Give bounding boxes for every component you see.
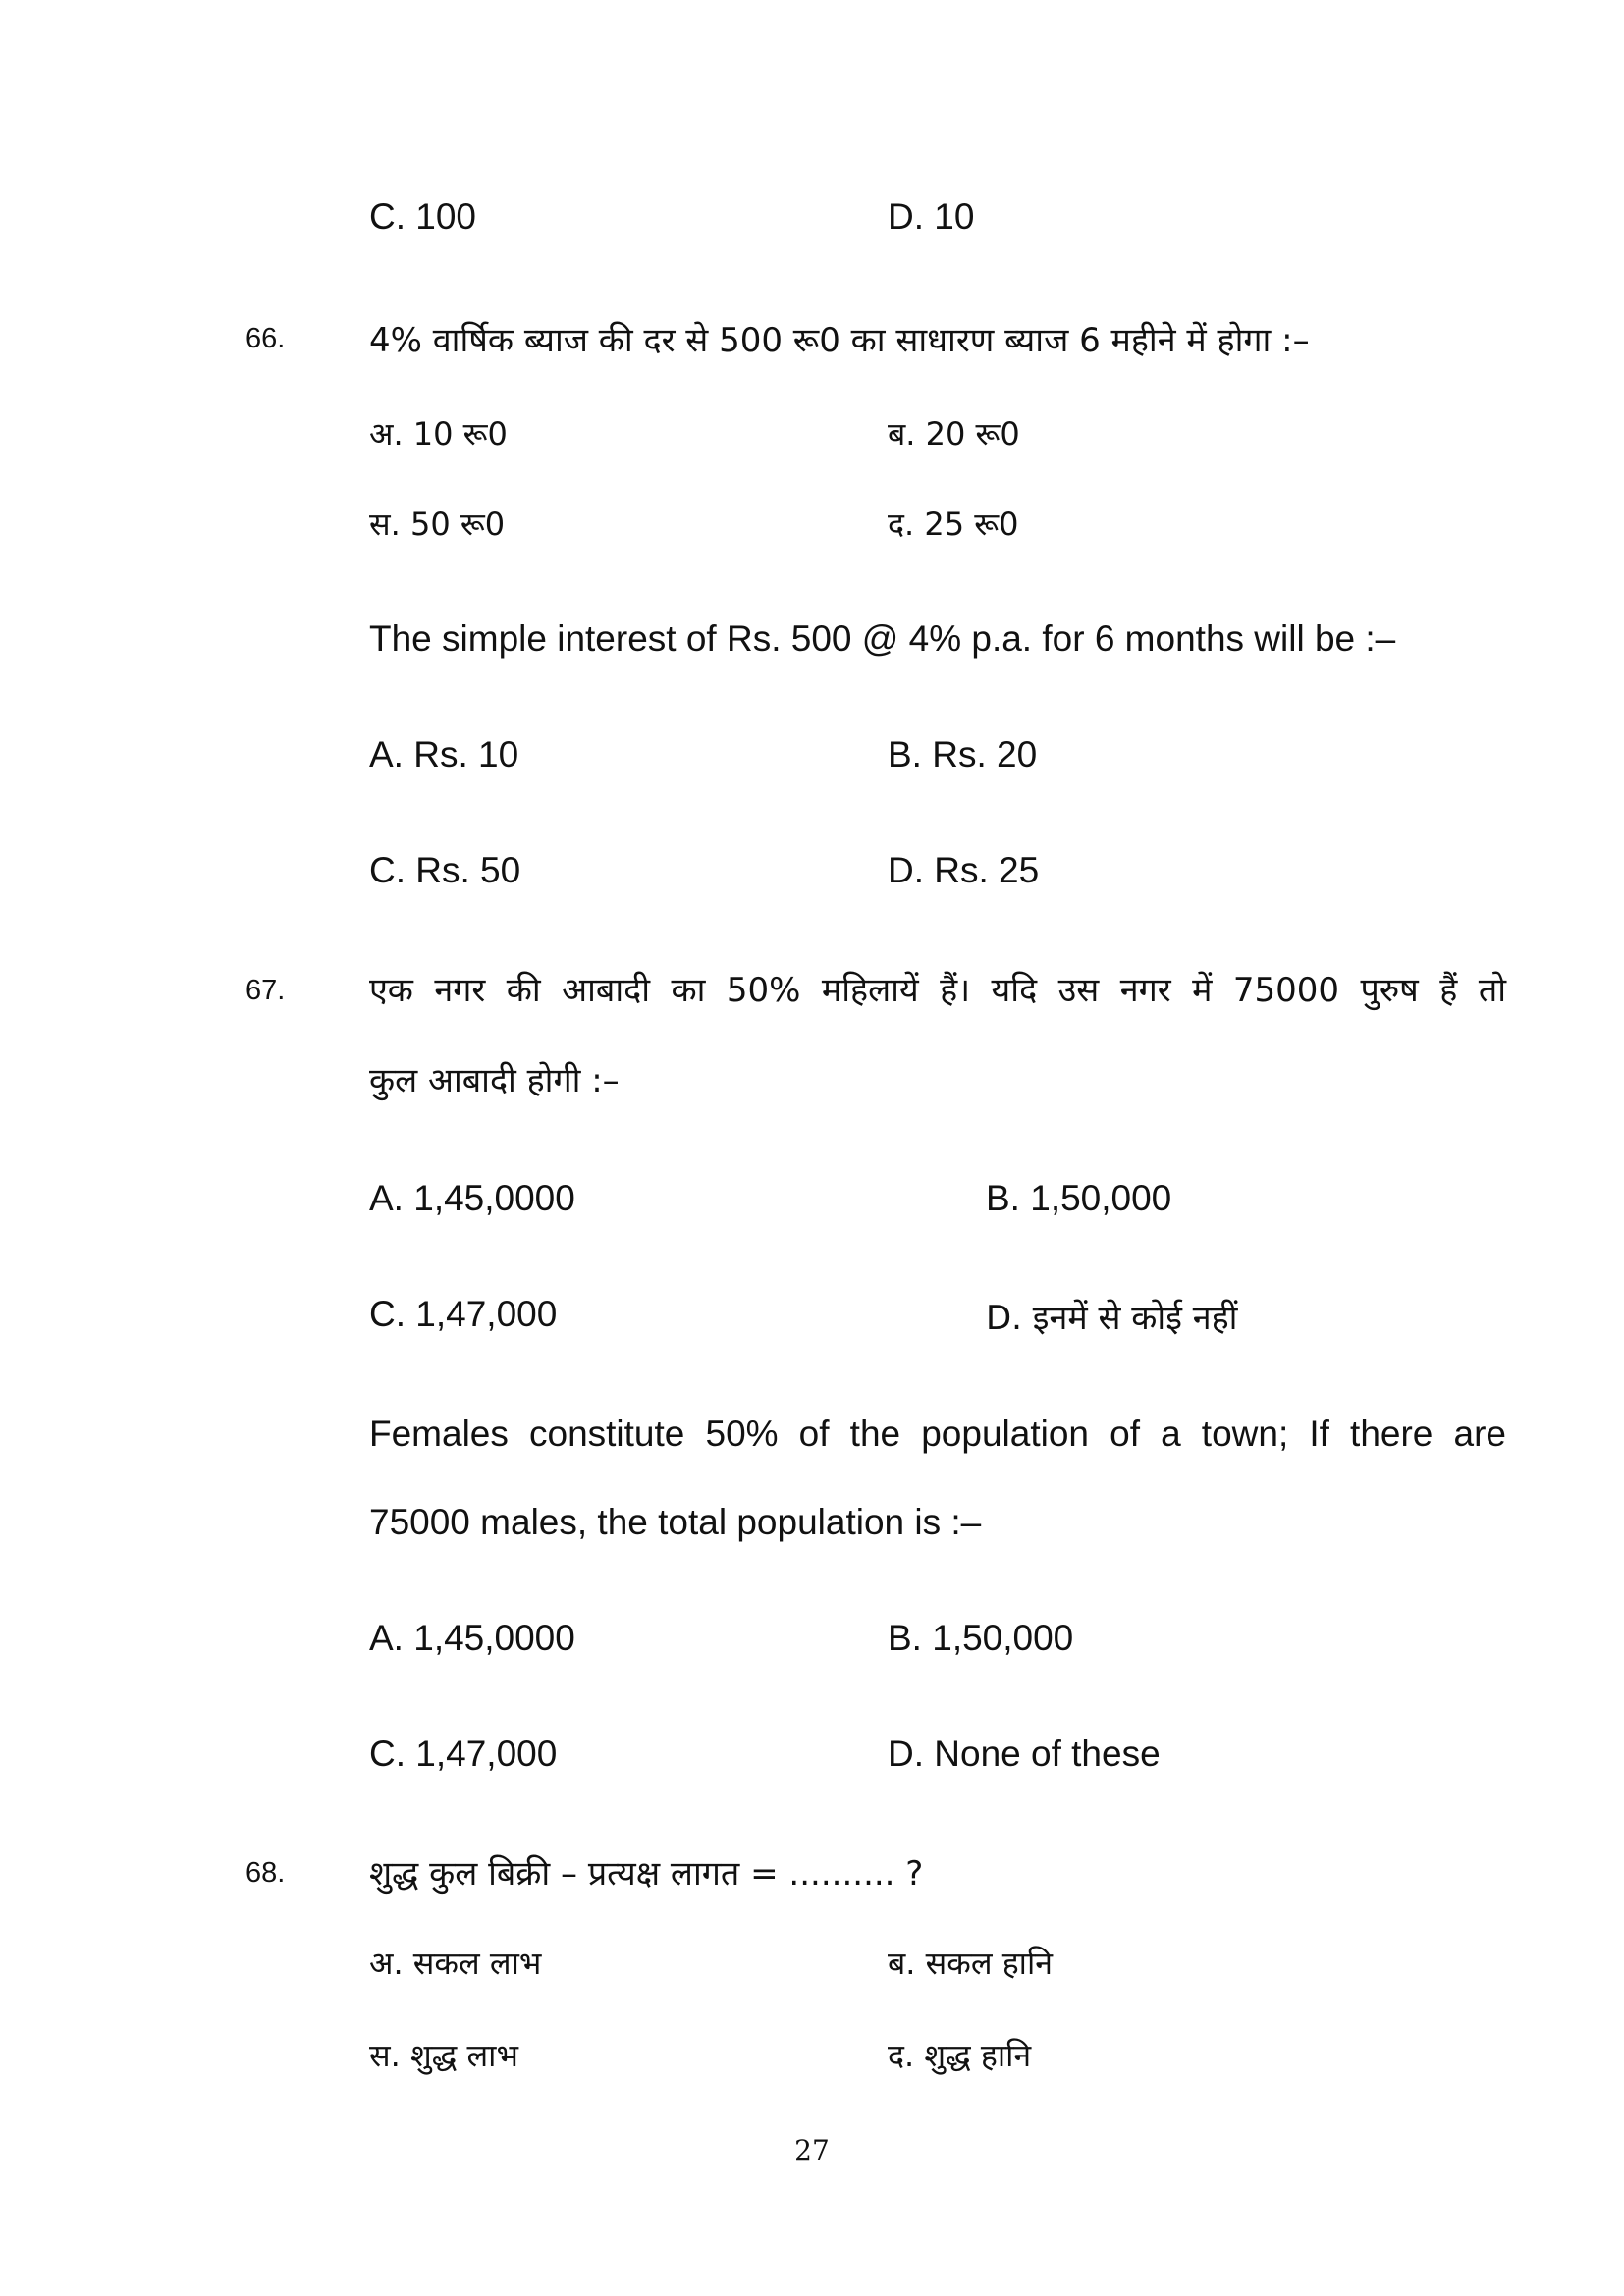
question-66-hindi-text: 4% वार्षिक ब्याज की दर से 500 रू0 का साधारण ब्याज 6 महीने में होगा :– — [369, 321, 1310, 360]
question-67-hindi-text-line1: एक नगर की आबादी का 50% महिलायें हैं। यदि उस नगर में 75000 पुरुष हैं तो — [369, 971, 1506, 1010]
question-66-hindi-option-d: द. 25 रू0 — [888, 506, 1019, 543]
question-67-number: 67. — [245, 975, 286, 1006]
question-68-number: 68. — [245, 1857, 286, 1889]
prev-option-d: D. 10 — [888, 196, 975, 237]
question-67-hindi-option-c: C. 1,47,000 — [369, 1294, 558, 1334]
question-66-english-text: The simple interest of Rs. 500 @ 4% p.a. for 6 months will be :– — [369, 618, 1396, 659]
question-68-hindi-option-b: ब. सकल हानि — [888, 1945, 1054, 1982]
question-67-hindi-option-b: B. 1,50,000 — [986, 1178, 1172, 1218]
question-67-english-option-c: C. 1,47,000 — [369, 1734, 558, 1774]
question-66-number: 66. — [245, 323, 286, 354]
question-67-hindi-option-d: D. इनमें से कोई नहीं — [986, 1299, 1238, 1338]
question-68-hindi-option-d: द. शुद्ध हानि — [888, 2037, 1032, 2074]
question-67-english-text-line1: Females constitute 50% of the population of a town; If there are — [369, 1414, 1506, 1454]
question-66-hindi-option-c: स. 50 रू0 — [369, 506, 506, 543]
question-66-english-option-c: C. Rs. 50 — [369, 850, 521, 890]
question-67-hindi-option-a: A. 1,45,0000 — [369, 1178, 575, 1218]
prev-option-c: C. 100 — [369, 196, 477, 237]
page-number: 27 — [794, 2134, 830, 2166]
question-66-hindi-option-b: ब. 20 रू0 — [888, 415, 1020, 453]
question-67-english-option-b: B. 1,50,000 — [888, 1618, 1074, 1658]
question-68-hindi-option-c: स. शुद्ध लाभ — [369, 2037, 518, 2074]
question-67-english-option-a: A. 1,45,0000 — [369, 1618, 575, 1658]
question-66-english-option-a: A. Rs. 10 — [369, 734, 519, 774]
question-67-hindi-text-line2: कुल आबादी होगी :– — [369, 1061, 620, 1100]
question-66-english-option-b: B. Rs. 20 — [888, 734, 1038, 774]
question-67-english-option-d: D. None of these — [888, 1734, 1161, 1774]
question-67-english-text-line2: 75000 males, the total population is :– — [369, 1502, 982, 1542]
question-68-hindi-text: शुद्ध कुल बिक्री – प्रत्यक्ष लागत = .......... ? — [369, 1854, 924, 1894]
question-66-english-option-d: D. Rs. 25 — [888, 850, 1040, 890]
question-66-hindi-option-a: अ. 10 रू0 — [369, 415, 508, 453]
question-68-hindi-option-a: अ. सकल लाभ — [369, 1945, 542, 1982]
